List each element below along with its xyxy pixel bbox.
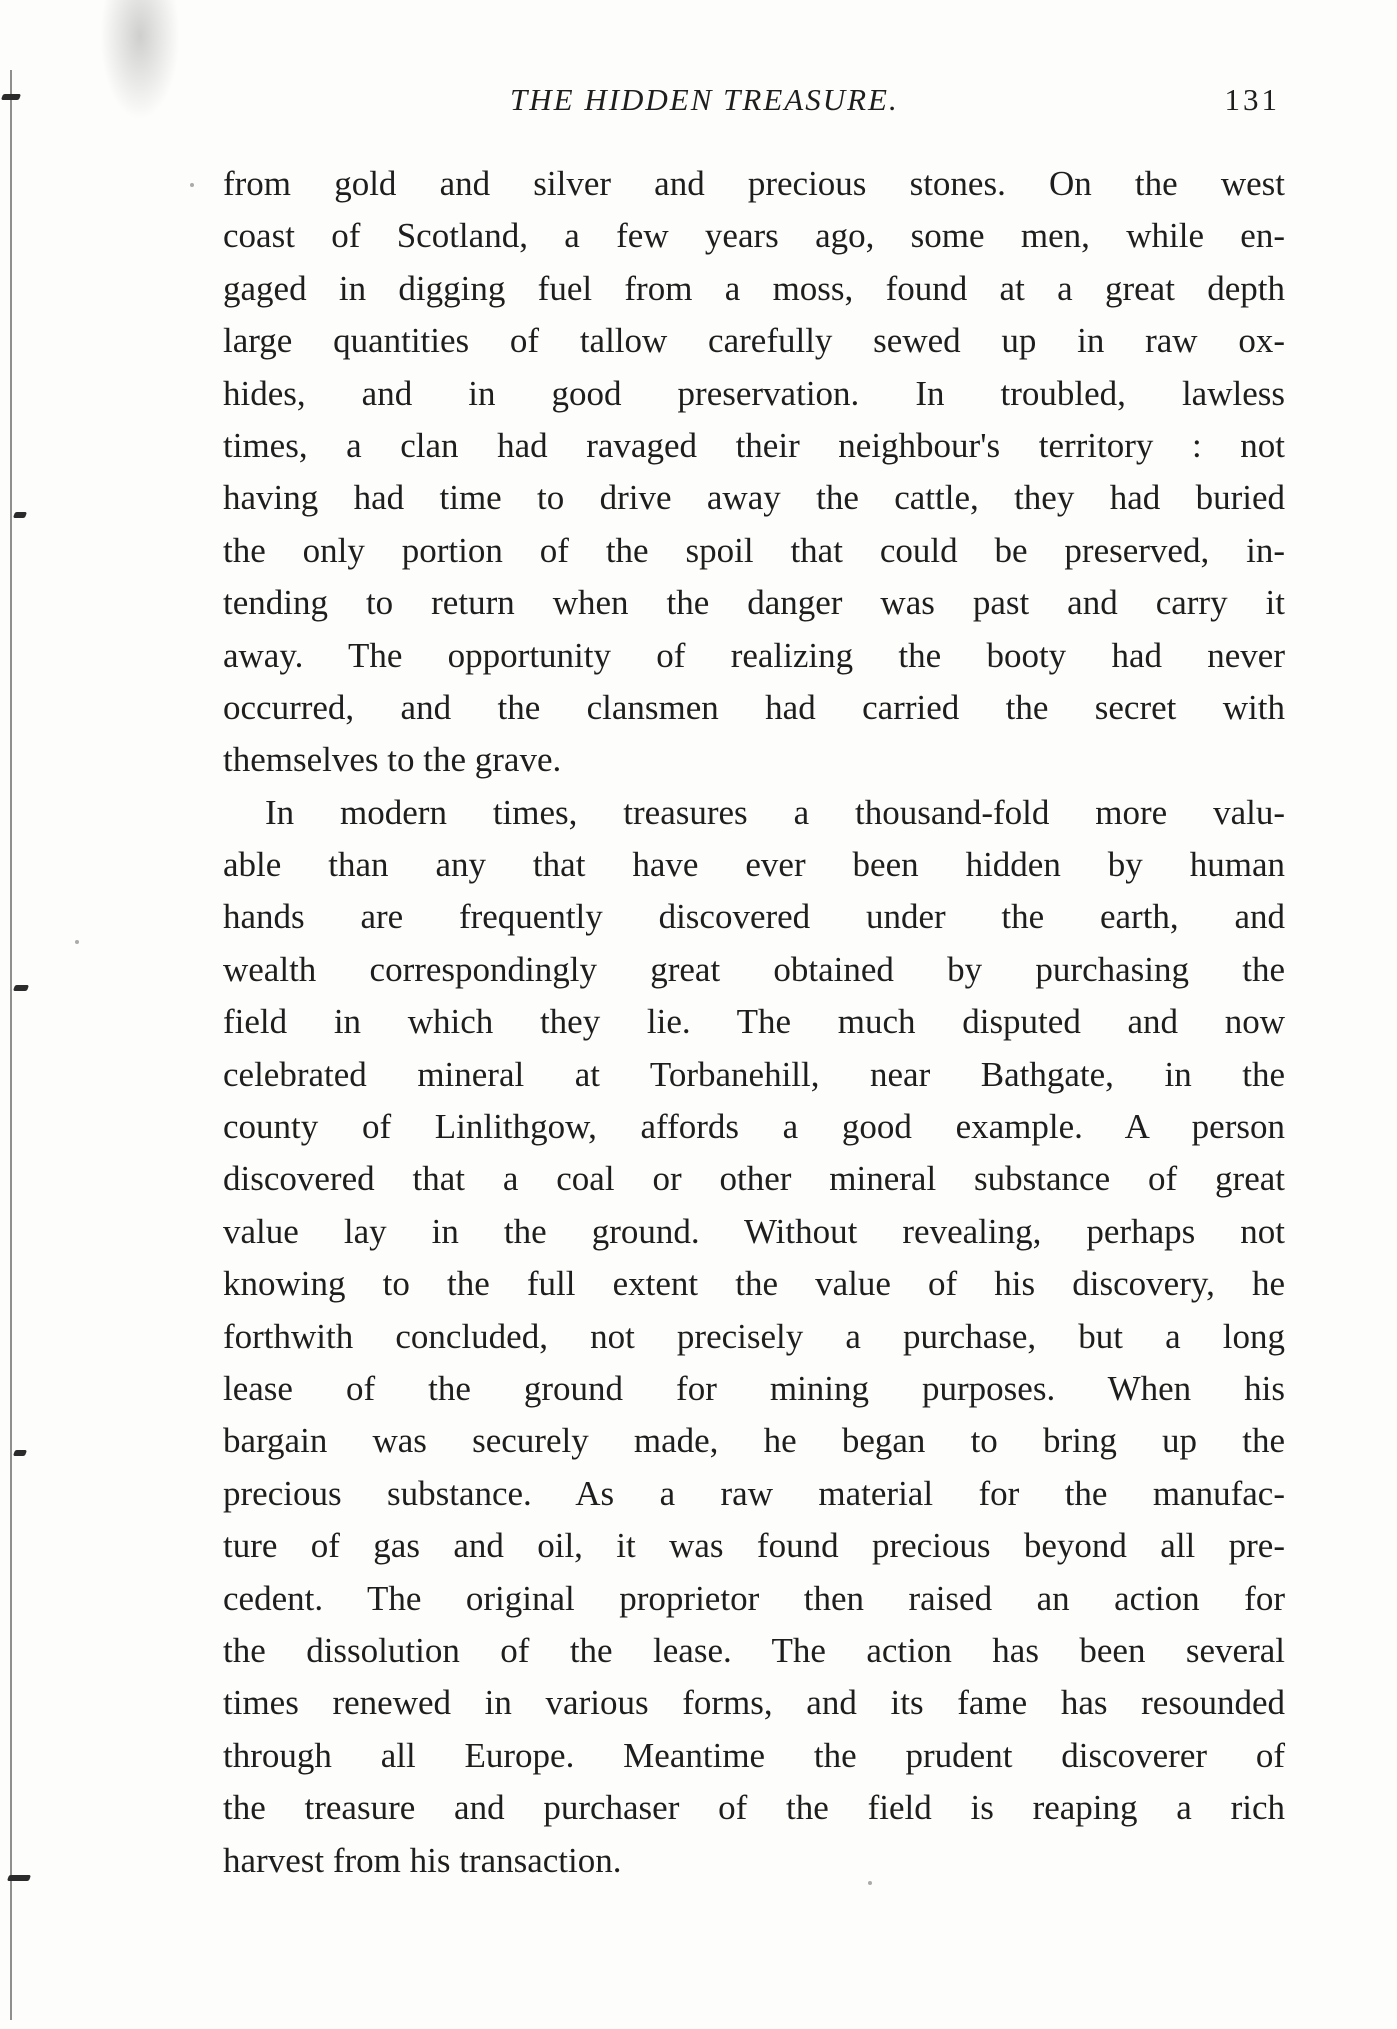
text-line: the only portion of the spoil that could be preserved, in- <box>223 530 1285 570</box>
text-line: large quantities of tallow carefully sewed up in raw ox- <box>223 321 1285 361</box>
scan-speck <box>75 940 79 944</box>
margin-mark <box>13 512 27 518</box>
text-line: value lay in the ground. Without revealing, perhaps not <box>223 1211 1285 1251</box>
text-line: the dissolution of the lease. The action has been several <box>223 1630 1285 1670</box>
text-line: harvest from his transaction. <box>223 1840 622 1880</box>
text-line: In modern times, treasures a thousand-fold more valu- <box>265 792 1285 832</box>
text-line: knowing to the full extent the value of his discovery, he <box>223 1264 1285 1304</box>
margin-mark <box>7 1875 31 1881</box>
text-line: tending to return when the danger was past and carry it <box>223 583 1285 623</box>
running-title: THE HIDDEN TREASURE. <box>510 82 899 117</box>
body-text <box>223 158 1285 1887</box>
scan-smudge <box>100 0 180 120</box>
margin-mark <box>13 985 29 991</box>
text-line: the treasure and purchaser of the field is reaping a rich <box>223 1788 1285 1828</box>
text-line: from gold and silver and precious stones. On the west <box>223 164 1285 203</box>
text-line: times renewed in various forms, and its fame has resounded <box>223 1683 1285 1723</box>
text-line: coast of Scotland, a few years ago, some men, while en- <box>223 216 1285 256</box>
paragraph-2 <box>223 787 1285 1887</box>
margin-mark <box>1 94 21 100</box>
text-line: ture of gas and oil, it was found precious beyond all pre- <box>223 1526 1285 1566</box>
text-line: hands are frequently discovered under the earth, and <box>223 897 1285 937</box>
scan-speck <box>190 183 194 187</box>
text-line: away. The opportunity of realizing the booty had never <box>223 635 1285 675</box>
paragraph-1 <box>223 158 1285 787</box>
margin-mark <box>13 1450 27 1456</box>
text-line: field in which they lie. The much disputed and now <box>223 1002 1285 1042</box>
scan-margin-line <box>10 70 12 2020</box>
text-line: county of Linlithgow, affords a good example. A person <box>223 1107 1285 1147</box>
text-line: able than any that have ever been hidden by human <box>223 845 1285 885</box>
text-line: discovered that a coal or other mineral substance of great <box>223 1159 1285 1199</box>
running-head <box>220 82 1280 122</box>
text-line: forthwith concluded, not precisely a purchase, but a long <box>223 1316 1285 1356</box>
text-line: precious substance. As a raw material for the manufac- <box>223 1473 1285 1513</box>
text-line: occurred, and the clansmen had carried the secret with <box>223 687 1285 727</box>
text-line: lease of the ground for mining purposes. When his <box>223 1368 1285 1408</box>
text-line: times, a clan had ravaged their neighbour's territory : not <box>223 425 1285 465</box>
text-line: through all Europe. Meantime the prudent discoverer of <box>223 1735 1285 1775</box>
text-line: wealth correspondingly great obtained by purchasing the <box>223 949 1285 989</box>
text-line: cedent. The original proprietor then raised an action for <box>223 1578 1285 1618</box>
text-line: hides, and in good preservation. In troubled, lawless <box>223 373 1285 413</box>
text-line: having had time to drive away the cattle, they had buried <box>223 478 1285 518</box>
text-line: bargain was securely made, he began to bring up the <box>223 1421 1285 1461</box>
text-line: themselves to the grave. <box>223 740 562 780</box>
page-number: 131 <box>1224 82 1280 117</box>
text-line: gaged in digging fuel from a moss, found at a great depth <box>223 268 1285 308</box>
text-line: celebrated mineral at Torbanehill, near Bathgate, in the <box>223 1054 1285 1094</box>
